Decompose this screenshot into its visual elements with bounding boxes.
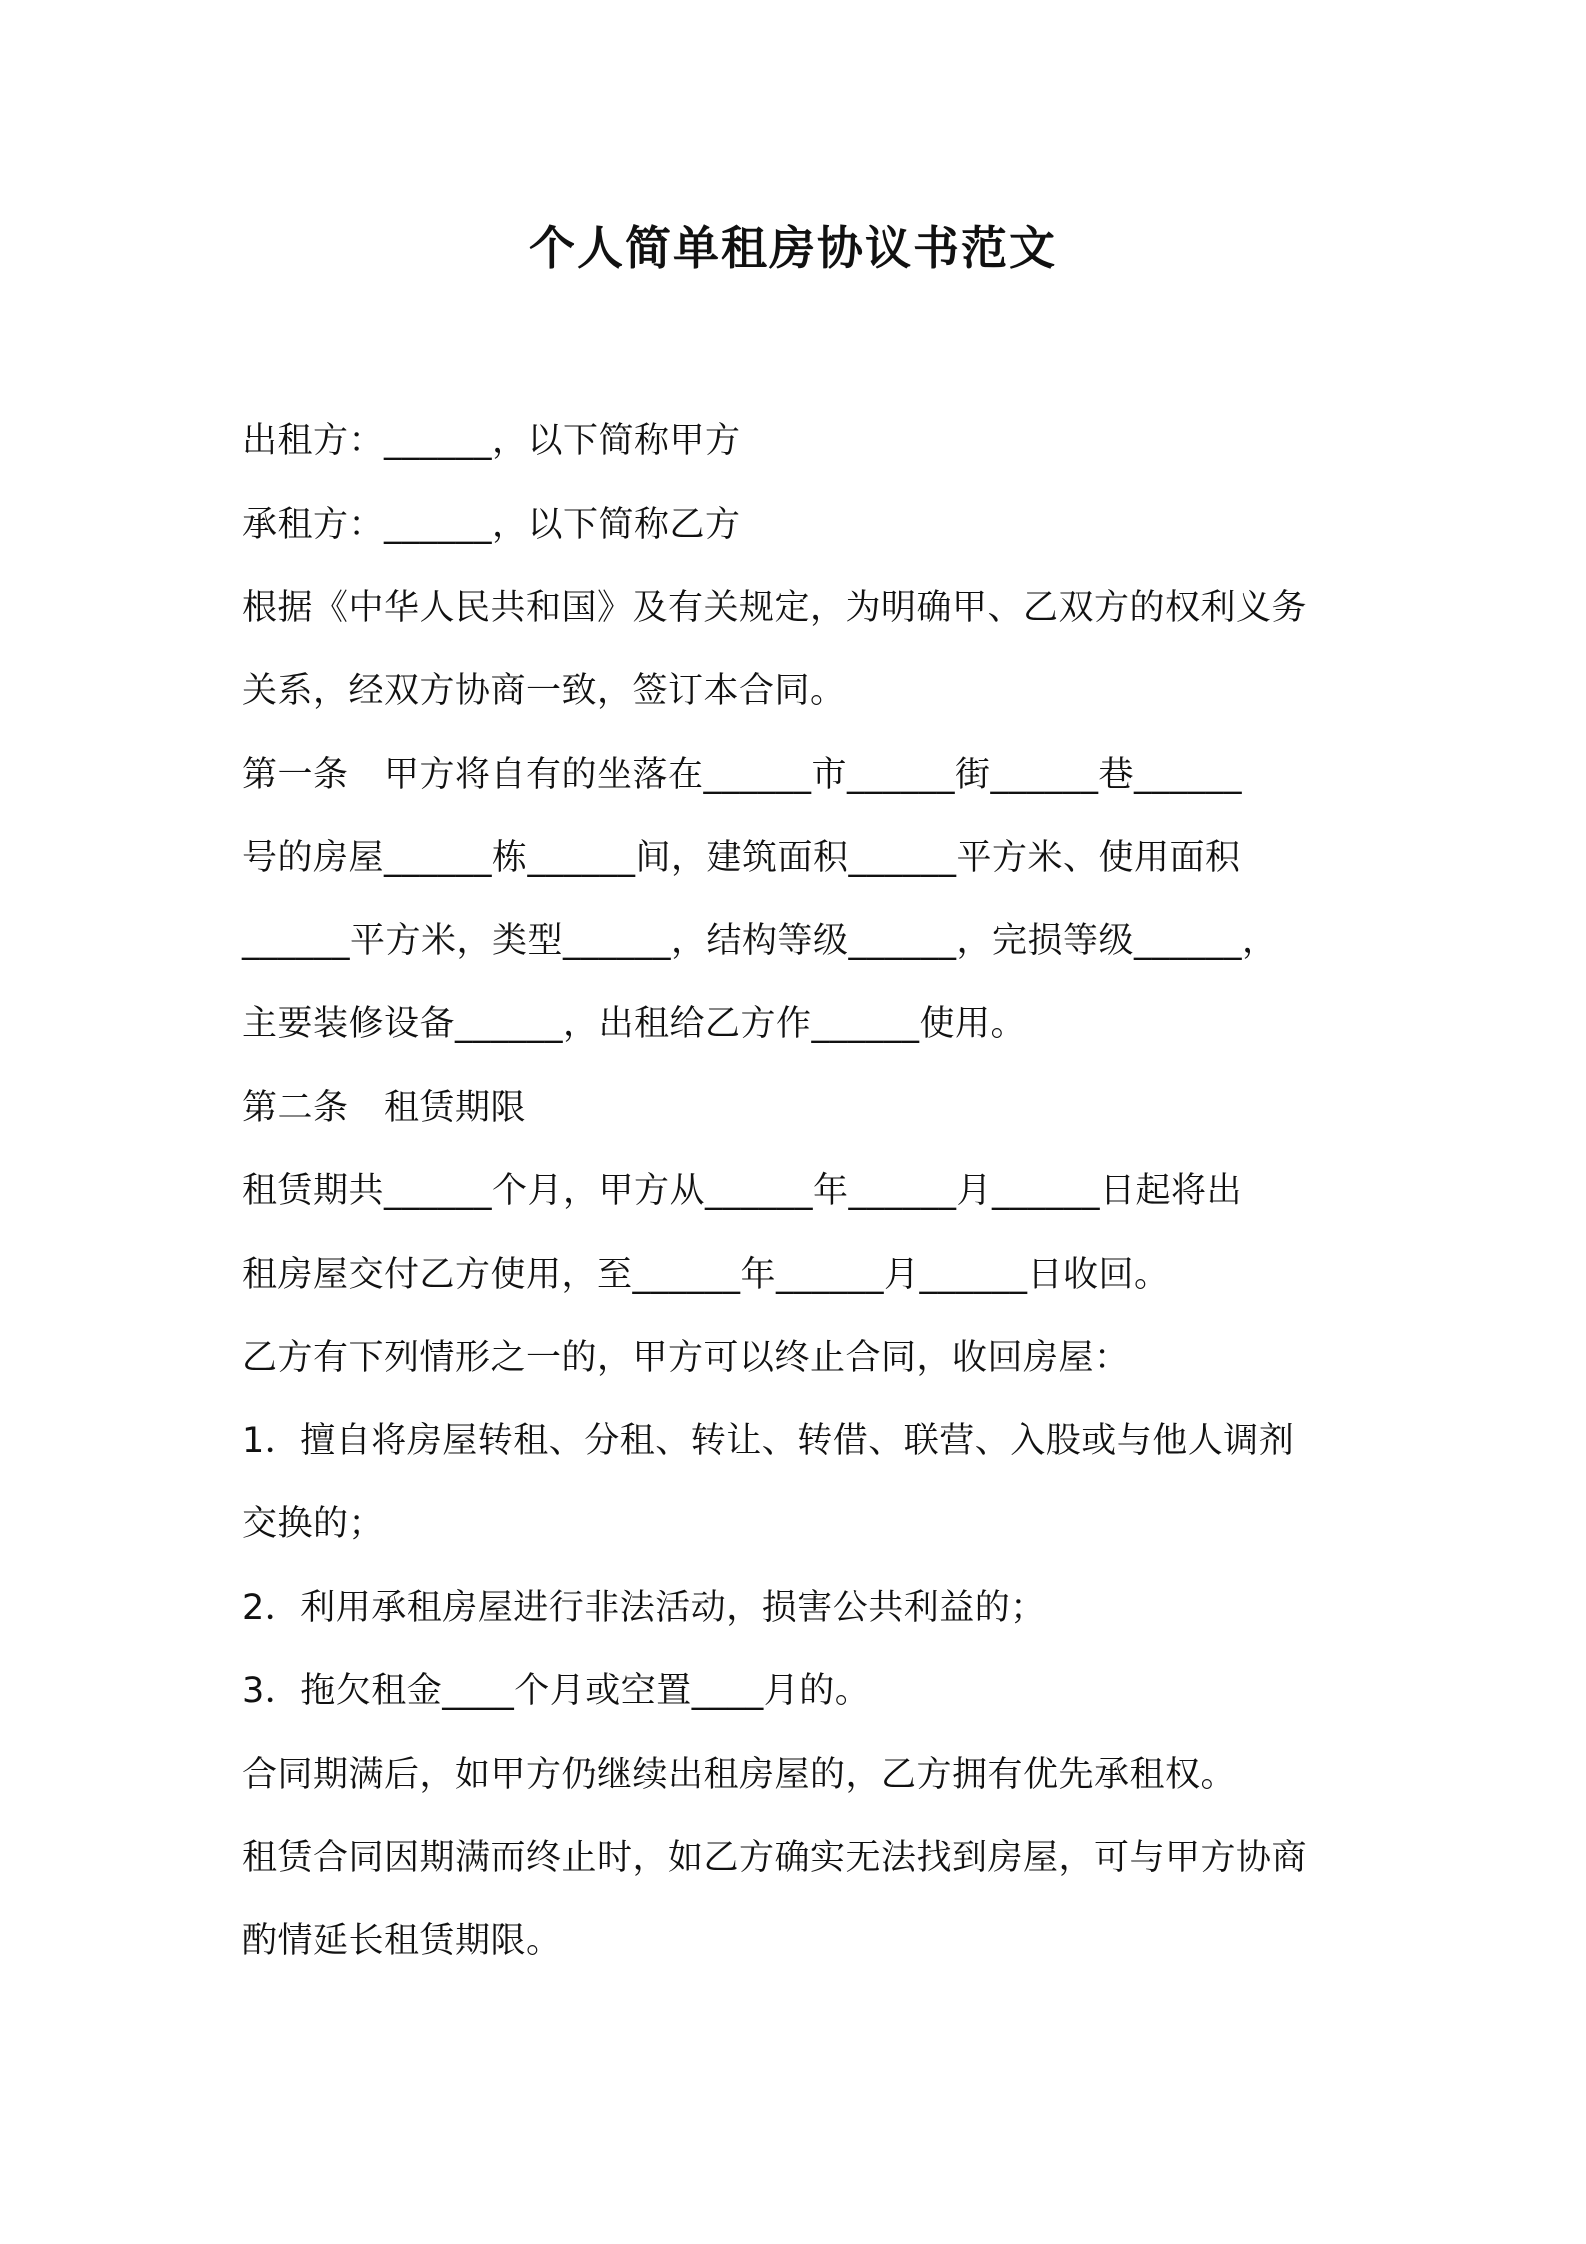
termination-item-2: 2．利用承租房屋进行非法活动，损害公共利益的； [242, 1588, 1046, 1628]
article-2-heading: 第二条 租赁期限 [242, 1088, 527, 1128]
termination-item-1-line-2: 交换的； [242, 1504, 385, 1544]
document-title: 个人简单租房协议书范文 [529, 221, 1057, 275]
termination-intro: 乙方有下列情形之一的，甲方可以终止合同，收回房屋： [242, 1338, 1130, 1378]
article-1-line-4: 主要装修设备______，出租给乙方作______使用。 [242, 1004, 1027, 1044]
lease-term-line-1: 租赁期共______个月，甲方从______年______月______日起将出 [242, 1171, 1243, 1211]
article-1-line-3: ______平方米，类型______，结构等级______，完损等级______， [242, 921, 1278, 961]
renewal-priority-line: 合同期满后，如甲方仍继续出租房屋的，乙方拥有优先承租权。 [242, 1755, 1237, 1795]
lessor-line: 出租方：______，以下简称甲方 [242, 421, 741, 461]
lease-term-line-2: 租房屋交付乙方使用，至______年______月______日收回。 [242, 1255, 1170, 1295]
lessee-line: 承租方：______，以下简称乙方 [242, 505, 741, 545]
preamble-line-2: 关系，经双方协商一致，签订本合同。 [242, 671, 846, 711]
article-1-line-1: 第一条 甲方将自有的坐落在______市______街______巷______ [242, 755, 1243, 795]
termination-item-3: 3．拖欠租金____个月或空置____月的。 [242, 1671, 871, 1711]
extension-line-2: 酌情延长租赁期限。 [242, 1921, 562, 1961]
extension-line-1: 租赁合同因期满而终止时，如乙方确实无法找到房屋，可与甲方协商 [242, 1838, 1308, 1878]
preamble-line-1: 根据《中华人民共和国》及有关规定，为明确甲、乙双方的权利义务 [242, 588, 1308, 628]
termination-item-1-line-1: 1．擅自将房屋转租、分租、转让、转借、联营、入股或与他人调剂 [242, 1421, 1295, 1461]
article-1-line-2: 号的房屋______栋______间，建筑面积______平方米、使用面积 [242, 838, 1241, 878]
